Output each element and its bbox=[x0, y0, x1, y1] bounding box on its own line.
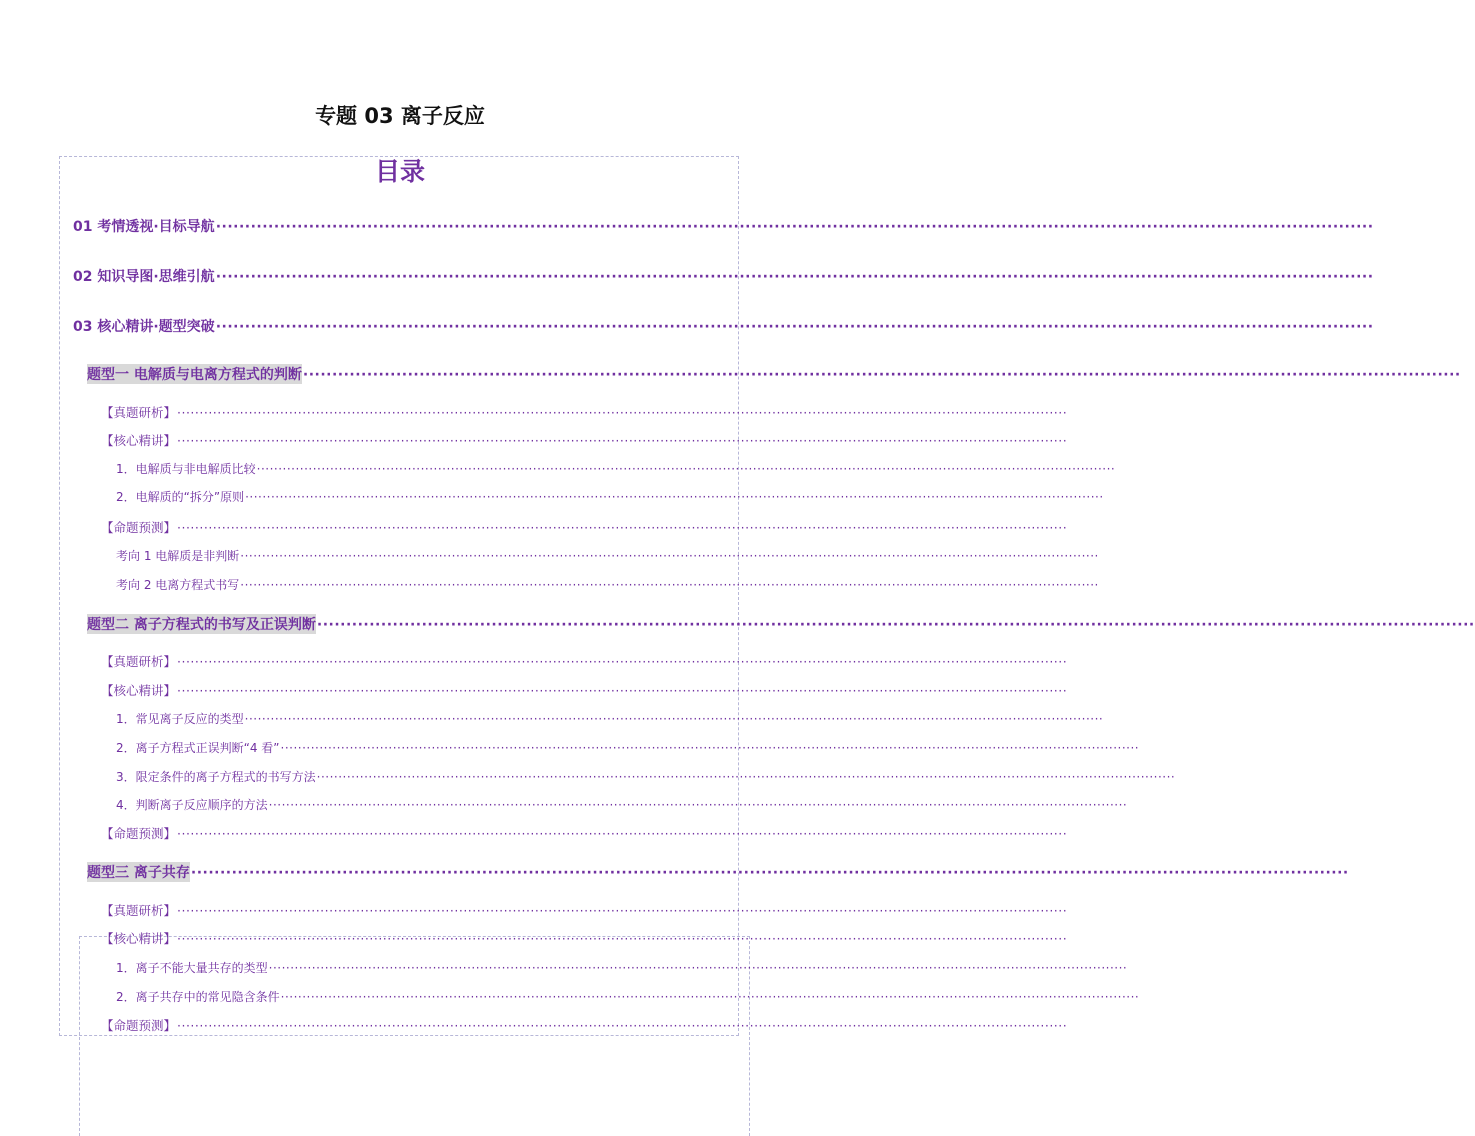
toc-leader-dots: ······································································································································································································· bbox=[280, 990, 1140, 1004]
toc-entry-label: 1．离子不能大量共存的类型 bbox=[116, 961, 268, 975]
toc-leader-dots: ······································································································································································································· bbox=[268, 961, 1128, 975]
toc-entry-label: 2．电解质的“拆分”原则 bbox=[116, 490, 245, 504]
toc-entry-label: 题型一 电解质与电离方程式的判断 bbox=[87, 364, 302, 384]
toc-entry-label: 4．判断离子反应顺序的方法 bbox=[116, 798, 268, 812]
toc-leader-dots: ······································································································································································································· bbox=[177, 903, 1068, 918]
toc-entry-label: 2．离子方程式正误判断“4 看” bbox=[116, 741, 280, 755]
toc-entry-label: 【命题预测】 bbox=[101, 1018, 177, 1033]
toc-entry[interactable] bbox=[73, 316, 1374, 336]
toc-entry[interactable] bbox=[73, 216, 1374, 236]
toc-leader-dots: ······································································································································································································· bbox=[316, 617, 1475, 633]
toc-entry-label: 题型二 离子方程式的书写及正误判断 bbox=[87, 614, 316, 634]
toc-leader-dots: ······································································································································································································· bbox=[177, 1018, 1068, 1033]
toc-leader-dots: ······································································································································································································· bbox=[177, 683, 1068, 698]
toc-entry-label: 【命题预测】 bbox=[101, 826, 177, 841]
toc-entry[interactable] bbox=[101, 1016, 1068, 1034]
toc-leader-dots: ······································································································································································································· bbox=[316, 770, 1176, 784]
toc-leader-dots: ······································································································································································································· bbox=[177, 520, 1068, 535]
toc-leader-dots: ······································································································································································································· bbox=[302, 367, 1461, 383]
toc-entry[interactable] bbox=[87, 862, 1349, 882]
toc-entry[interactable] bbox=[116, 488, 1104, 505]
toc-leader-dots: ······································································································································································································· bbox=[256, 462, 1116, 476]
toc-entry-label: 03 核心精讲·题型突破 bbox=[73, 319, 215, 335]
toc-entry[interactable] bbox=[87, 614, 1475, 634]
toc-entry-label: 【真题研析】 bbox=[101, 654, 177, 669]
toc-entry-label: 02 知识导图·思维引航 bbox=[73, 269, 215, 285]
toc-leader-dots: ······································································································································································································· bbox=[215, 269, 1374, 285]
toc-leader-dots: ······································································································································································································· bbox=[177, 931, 1068, 946]
toc-leader-dots: ······································································································································································································· bbox=[268, 798, 1128, 812]
toc-entry-label: 【真题研析】 bbox=[101, 405, 177, 420]
toc-entry[interactable] bbox=[116, 576, 1099, 593]
toc-entry-label: 1．常见离子反应的类型 bbox=[116, 712, 244, 726]
toc-entry-label: 【真题研析】 bbox=[101, 903, 177, 918]
toc-entry[interactable] bbox=[116, 768, 1176, 785]
document-title: 专题 03 离子反应 bbox=[315, 104, 485, 128]
toc-entry[interactable] bbox=[101, 431, 1068, 449]
toc-entry-label: 3．限定条件的离子方程式的书写方法 bbox=[116, 770, 316, 784]
toc-entry[interactable] bbox=[73, 266, 1374, 286]
toc-entry-label: 01 考情透视·目标导航 bbox=[73, 219, 215, 235]
toc-entry[interactable] bbox=[101, 901, 1068, 919]
toc-entry-label: 【核心精讲】 bbox=[101, 683, 177, 698]
toc-leader-dots: ······································································································································································································· bbox=[190, 865, 1349, 881]
toc-leader-dots: ······································································································································································································· bbox=[177, 405, 1068, 420]
toc-leader-dots: ······································································································································································································· bbox=[177, 433, 1068, 448]
toc-entry-label: 考向 1 电解质是非判断 bbox=[116, 549, 240, 563]
toc-entry[interactable] bbox=[116, 739, 1140, 756]
toc-entry-label: 2．离子共存中的常见隐含条件 bbox=[116, 990, 280, 1004]
toc-entry-label: 【命题预测】 bbox=[101, 520, 177, 535]
toc-entry-label: 【核心精讲】 bbox=[101, 931, 177, 946]
toc-entry[interactable] bbox=[87, 364, 1461, 384]
toc-leader-dots: ······································································································································································································· bbox=[244, 712, 1104, 726]
toc-heading: 目录 bbox=[374, 157, 425, 186]
toc-entry[interactable] bbox=[101, 403, 1068, 421]
toc-leader-dots: ······································································································································································································· bbox=[177, 826, 1068, 841]
toc-leader-dots: ······································································································································································································· bbox=[215, 219, 1374, 235]
toc-leader-dots: ······································································································································································································· bbox=[280, 741, 1140, 755]
toc-entry-label: 考向 2 电离方程式书写 bbox=[116, 578, 240, 592]
toc-entry-label: 【核心精讲】 bbox=[101, 433, 177, 448]
toc-entry-label: 1．电解质与非电解质比较 bbox=[116, 462, 256, 476]
toc-entry[interactable] bbox=[116, 710, 1104, 727]
toc-leader-dots: ······································································································································································································· bbox=[215, 319, 1374, 335]
toc-leader-dots: ······································································································································································································· bbox=[245, 490, 1104, 504]
toc-entry[interactable] bbox=[116, 988, 1140, 1005]
toc-entry[interactable] bbox=[101, 518, 1068, 536]
toc-entry[interactable] bbox=[101, 929, 1068, 947]
toc-entry-label: 题型三 离子共存 bbox=[87, 862, 190, 882]
toc-entry[interactable] bbox=[116, 959, 1128, 976]
toc-entry[interactable] bbox=[101, 681, 1068, 699]
toc-leader-dots: ······································································································································································································· bbox=[240, 578, 1099, 592]
toc-entry[interactable] bbox=[101, 652, 1068, 670]
toc-entry[interactable] bbox=[116, 547, 1099, 564]
toc-entry[interactable] bbox=[101, 824, 1068, 842]
toc-leader-dots: ······································································································································································································· bbox=[240, 549, 1099, 563]
toc-entry[interactable] bbox=[116, 796, 1128, 813]
toc-entry[interactable] bbox=[116, 460, 1116, 477]
toc-leader-dots: ······································································································································································································· bbox=[177, 654, 1068, 669]
